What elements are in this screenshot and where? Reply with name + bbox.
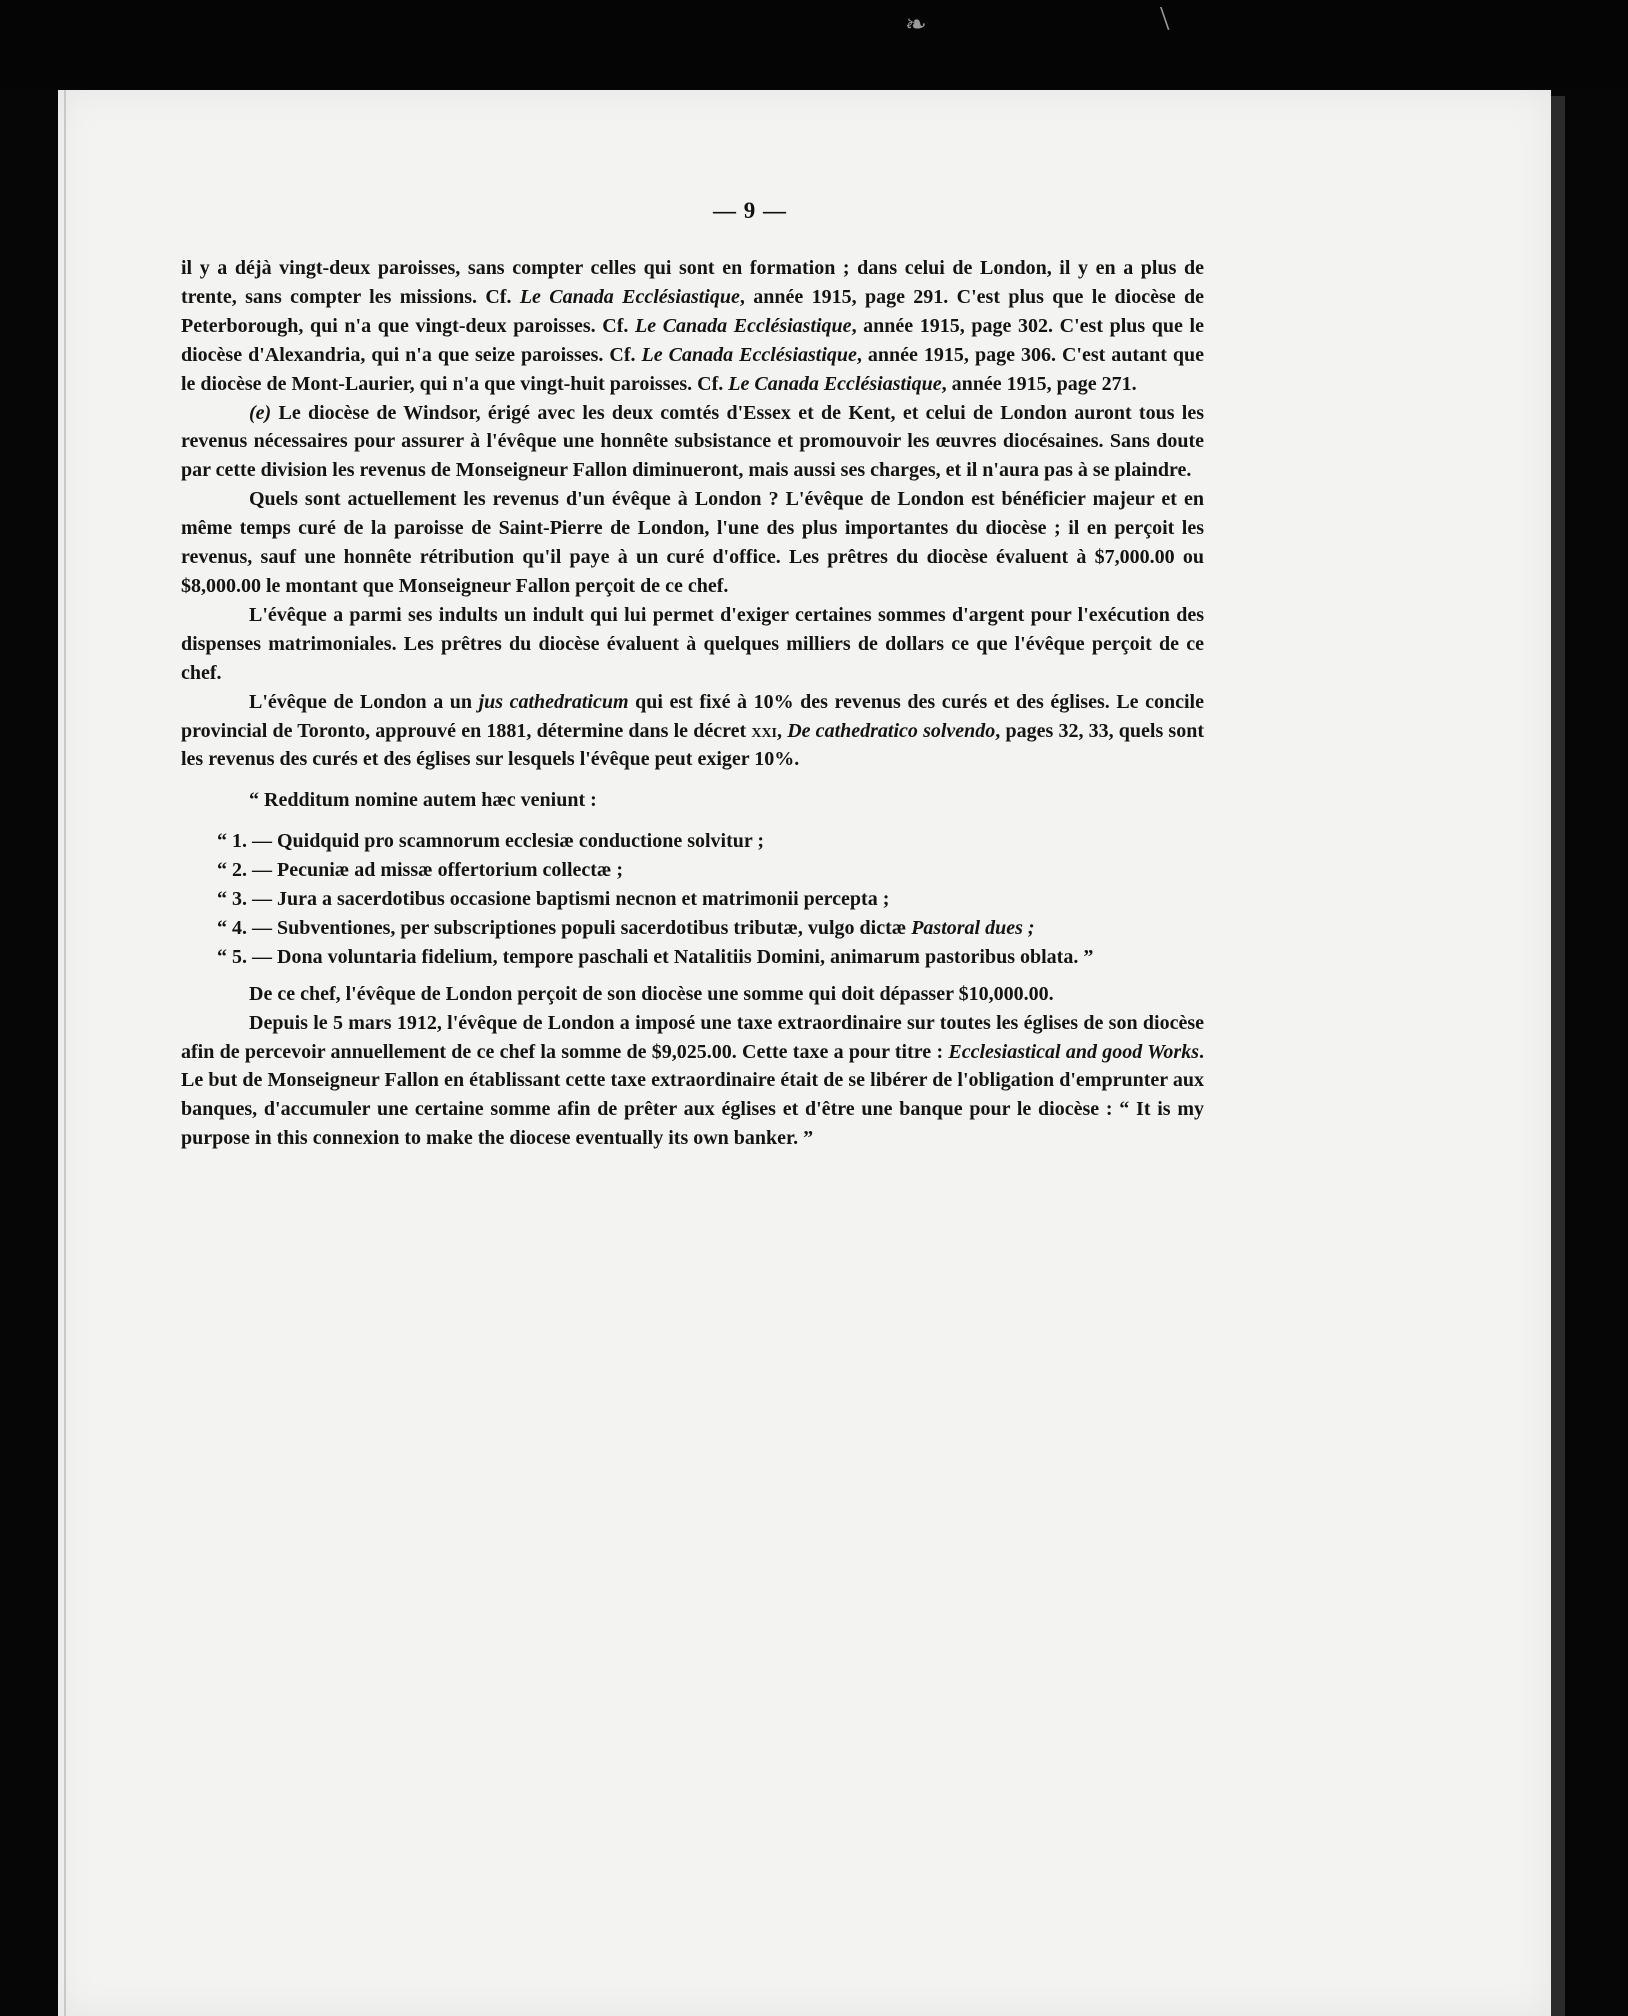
scan-speck: ❧ <box>905 10 927 39</box>
list-item: “ 4. — Subventiones, per subscriptiones populi sacerdotibus tributæ, vulgo dictæ Pastoral dues ; <box>217 916 1035 939</box>
scan-speck: \ <box>1160 0 1170 37</box>
quote-intro: “ Redditum nomine autem hæc veniunt : <box>249 789 597 812</box>
paragraph: (e) Le diocèse de Windsor, érigé avec les deux comtés d'Essex et de Kent, et celui de London auront tous les revenus nécessaires pour assurer à l'évêque une honnête subsistance et promouvoir les œuvres diocésaines. Sans doute par cette division les revenus de Monseigneur Fallon diminueront, mais aussi ses charges, et il n'aura pas à se plaindre. <box>181 401 1204 482</box>
paragraph: De ce chef, l'évêque de London perçoit de son diocèse une somme qui doit dépasser $10,000.00. <box>249 982 1054 1005</box>
paragraph: Depuis le 5 mars 1912, l'évêque de London a imposé une taxe extraordinaire sur toutes les églises de son diocèse afin de percevoir annuellement de ce chef la somme de $9,025.00. Cette taxe a pour titre : Ecclesiastical and good Works. Le but de Monseigneur Fallon en établissant cette taxe extraordinaire était de se libérer de l'obligation d'emprunter aux banques, d'accumuler une certaine somme afin de prêter aux églises et d'être une banque pour le diocèse : “ It is my purpose in this connexion to make the diocese eventually its own banker. ” <box>181 1011 1205 1150</box>
page-edge-shadow <box>1551 96 1565 2016</box>
page-left-rule <box>64 90 66 2016</box>
list-item: “ 2. — Pecuniæ ad missæ offertorium collectæ ; <box>217 859 624 882</box>
paragraph: il y a déjà vingt-deux paroisses, sans compter celles qui sont en formation ; dans celui de London, il y en a plus de trente, sans compter les missions. Cf. Le Canada Ecclésiastique, année 1915, page 291. C'est plus que le diocèse de Peterborough, qui n'a que vingt-deux paroisses. Cf. Le Canada Ecclésiastique, année 1915, page 302. C'est plus que le diocèse d'Alexandria, qui n'a que seize paroisses. Cf. Le Canada Ecclésiastique, année 1915, page 306. C'est autant que le diocèse de Mont-Laurier, qui n'a que vingt-huit paroisses. Cf. Le Canada Ecclésiastique, année 1915, page 271. <box>181 257 1205 395</box>
page-number: — 9 — <box>713 198 787 223</box>
list-item: “ 3. — Jura a sacerdotibus occasione baptismi necnon et matrimonii percepta ; <box>217 888 890 911</box>
list-item: “ 1. — Quidquid pro scamnorum ecclesiæ conductione solvitur ; <box>217 830 765 853</box>
body-text <box>181 254 1204 1153</box>
scan-top-border <box>0 0 1628 88</box>
quote-list <box>181 827 1204 972</box>
paragraph: L'évêque de London a un jus cathedraticum qui est fixé à 10% des revenus des curés et des églises. Le concile provincial de Toronto, approuvé en 1881, détermine dans le décret xxi, De cathedratico solvendo, pages 32, 33, quels sont les revenus des curés et des églises sur lesquels l'évêque peut exiger 10%. <box>181 690 1205 771</box>
list-item: “ 5. — Dona voluntaria fidelium, tempore paschali et Natalitiis Domini, animarum pastoribus oblata. ” <box>217 945 1094 968</box>
paragraph: Quels sont actuellement les revenus d'un évêque à London ? L'évêque de London est bénéficier majeur et en même temps curé de la paroisse de Saint-Pierre de London, l'une des plus importantes du diocèse ; il en perçoit les revenus, sauf une honnête rétribution qu'il paye à un curé d'office. Les prêtres du diocèse évaluent à $7,000.00 ou $8,000.00 le montant que Monseigneur Fallon perçoit de ce chef. <box>181 488 1204 597</box>
paragraph: L'évêque a parmi ses indults un indult qui lui permet d'exiger certaines sommes d'argent pour l'exécution des dispenses matrimoniales. Les prêtres du diocèse évaluent à quelques milliers de dollars ce que l'évêque perçoit de ce chef. <box>181 603 1204 684</box>
